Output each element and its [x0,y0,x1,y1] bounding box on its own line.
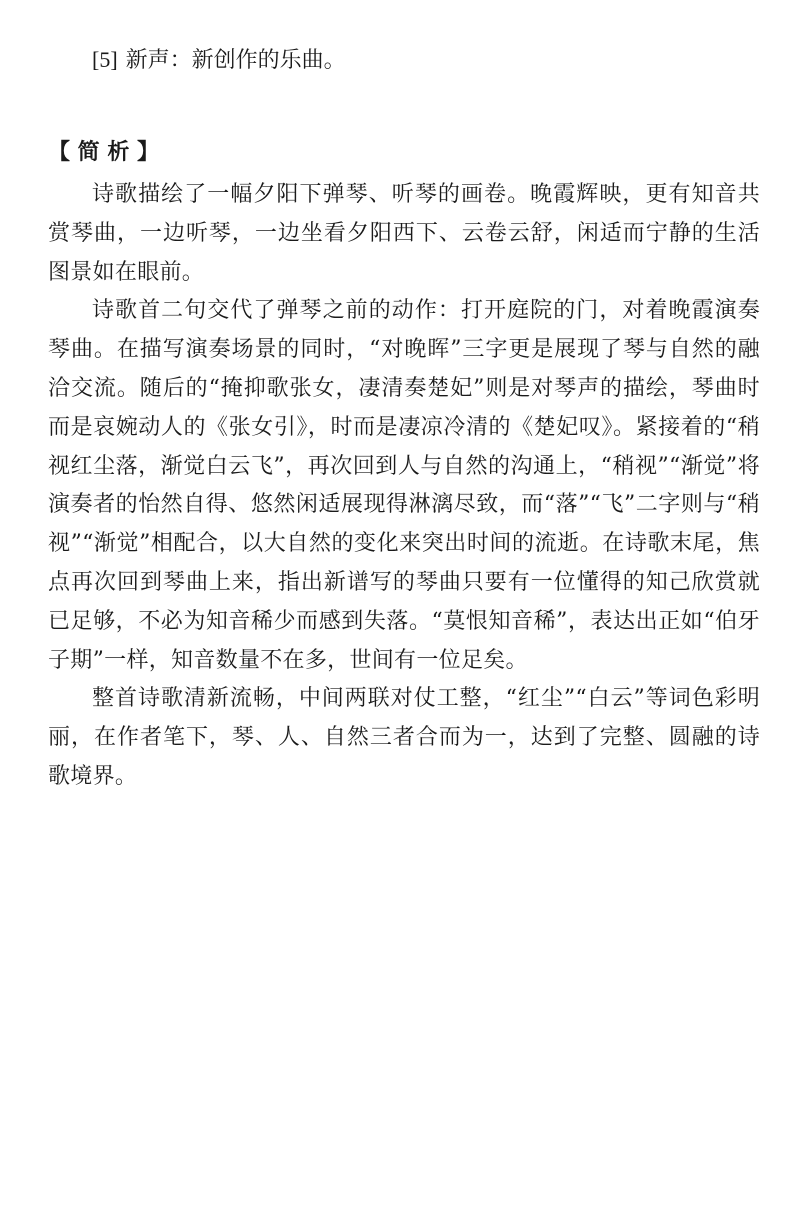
footnote-5 [92,40,346,81]
paragraph-2: 诗歌首二句交代了弹琴之前的动作：打开庭院的门，对着晚霞演奏琴曲。在描写演奏场景的同时，“对晚晖”三字更是展现了琴与自然的融洽交流。随后的“掩抑歌张女，凄清奏楚妃”则是对琴声的描绘，琴曲时而是哀婉动人的《张女引》，时而是凄凉冷清的《楚妃叹》。紧接着的“稍视红尘落，渐觉白云飞”，再次回到人与自然的沟通上，“稍视”“渐觉”将演奏者的怡然自得、悠然闲适展现得淋漓尽致，而“落”“飞”二字则与“稍视”“渐觉”相配合，以大自然的变化来突出时间的流逝。在诗歌末尾，焦点再次回到琴曲上来，指出新谱写的琴曲只要有一位懂得的知己欣赏就已足够，不必为知音稀少而感到失落。“莫恨知音稀”，表达出正如“伯牙子期”一样，知音数量不在多，世间有一位足矣。 [48,298,760,673]
analysis-body [48,176,760,797]
footnote-text: 新声：新创作的乐曲。 [125,48,346,73]
footnote-number: [5] [92,47,118,72]
paragraph-1: 诗歌描绘了一幅夕阳下弹琴、听琴的画卷。晚霞辉映，更有知音共赏琴曲，一边听琴，一边坐看夕阳西下、云卷云舒，闲适而宁静的生活图景如在眼前。 [48,182,760,285]
section-heading: 【 简 析 】 [48,139,159,165]
paragraph-3: 整首诗歌清新流畅，中间两联对仗工整，“红尘”“白云”等词色彩明丽，在作者笔下，琴、人、自然三者合而为一，达到了完整、圆融的诗歌境界。 [48,686,760,789]
